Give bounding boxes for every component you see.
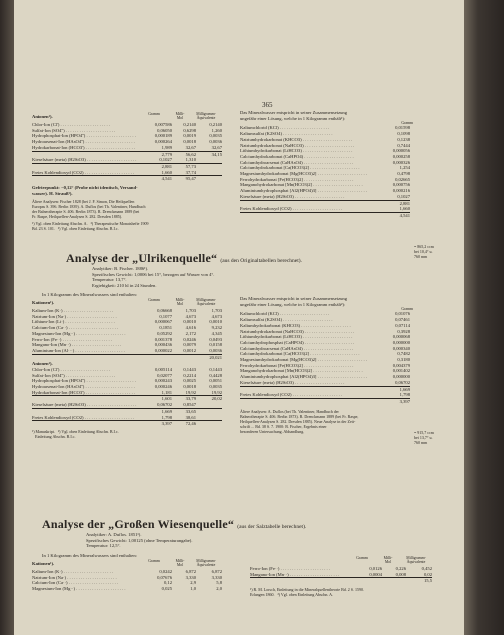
salt-unit: Gramm — [401, 121, 413, 126]
row-value: 72,46 — [185, 421, 196, 427]
row-value — [196, 415, 222, 421]
row-label: Calcium-Ion (Ca··) . . . . . . . . . . . . . . . . . . . . . . — [32, 325, 119, 331]
row-label: Kaliumchlorid (KCl) . . . . . . . . . . . . . . . . . . . . . . — [240, 311, 330, 317]
row-value: 0,000067 — [154, 319, 172, 325]
table-row — [250, 578, 432, 584]
table-row — [250, 572, 432, 579]
row-value: 0,06668 — [157, 308, 172, 313]
footnotes-top-left: ¹) Vgl. oben Einleitung Abschn. A. ²) Therapeutische Monatshefte 1909 Bd. 23 S. 101. ³) Vgl. oben Einleitung Abschn. B.I.c. — [32, 221, 149, 232]
row-value: 0,0493 — [209, 336, 222, 342]
ulrikenquelle-older-analyses: Ältere Analysen: A. Duflos (bei Th. Valentiner, Handbuch der Balneotherapie S. 406. Berlin 1873). R. Drenckmann 1889 (bei Fr. Raspe, Heilquellen-Analysen S. 282. Dresden 1885). Neue Analyse in der Zeit- schrift ... Bd. 38 S. 7. 1900: B. Fischer, Ergebnis einer besonderen Untersuchung. Abhandlung. — [240, 408, 359, 434]
ulrikenquelle-meta: Analytiker: B. Fischer. 1886¹). Spezifisches Gewicht: 1,0006 bei 15°, bezogen auf Wasser von 4°. Temperatur: 13,7°. Ergiebigkeit: 210 hl in 24 Stunden. — [92, 266, 215, 288]
row-value: 2,172 — [185, 330, 196, 336]
top-right-salt-table — [240, 110, 445, 259]
row-value: 0,008 — [395, 571, 406, 577]
row-value: 0,000243 — [154, 378, 172, 384]
table-row — [240, 213, 410, 219]
row-label: Freies Kohlendioxyd (CO2) . . . . . . . . . . . . . . . . . . . . . . — [240, 392, 343, 398]
col-mval: Milligramm- Äquivalente — [406, 556, 426, 565]
table-row — [32, 402, 222, 409]
co2-volume: = 915,7 ccm bei 13,7° u. 760 mm — [414, 430, 434, 445]
row-value: 0,3180 — [397, 357, 410, 363]
row-value: 0,000068 — [392, 334, 410, 340]
table-row — [240, 194, 410, 201]
salt-unit: Gramm — [401, 307, 413, 312]
older-analyses: Ältere Analysen: Fischer 1828 (bei J. F. Simon, Die Heilquellen Europas S. 396. Berlin 1839). A. Duflos (bei Th. Valentiner, Handbuch der Balneotherapie S. 406. Berlin 1873). R. Drenckmann 1889 (bei Fr. Raspe, Heilquellen-Analysen S. 282. Dresden 1885). — [32, 199, 146, 220]
col-millimol: Milli- Mol — [175, 559, 185, 568]
ulrikenquelle-kation-rows — [32, 308, 222, 360]
row-label: Sulfat-Ion (SO4'') . . . . . . . . . . . . . . . . . . . . . . — [32, 127, 116, 133]
row-label — [250, 578, 350, 584]
row-value — [140, 355, 172, 361]
row-value: 0,7482 — [397, 351, 410, 357]
row-value: 0,02665 — [395, 176, 410, 182]
ulrikenquelle-intro: In 1 Kilogramm des Mineralwassers sind enthalten: — [42, 292, 137, 297]
row-value: 0,0051 — [209, 378, 222, 384]
freezing-point: Gefrierpunkt: −0,12° (Probe nicht identisch, Versand- wasser). H. Strauß³). — [32, 185, 138, 196]
row-label: Sulfat-Ion (SO4'') . . . . . . . . . . . . . . . . . . . . . . — [32, 372, 116, 378]
row-value: 2,881 — [161, 163, 172, 169]
ulrikenquelle-ion-table — [32, 298, 222, 439]
row-label: Ferrohydrokarbonat [Fe(HCO3)2] . . . . . . . . . . . . . . . . . . . . . . — [240, 362, 354, 368]
row-label: Kieselsäure (meta) (H2SiO3) . . . . . . . . . . . . . . . . . . . . . . — [32, 157, 137, 163]
row-value — [382, 578, 406, 584]
row-value: 1,0 — [190, 586, 196, 592]
book-page — [14, 0, 464, 635]
row-value: 3,397 — [399, 398, 410, 404]
row-value: 5,8 — [216, 580, 222, 586]
row-value: 0,000000 — [392, 374, 410, 380]
row-value: 0,02077 — [157, 372, 172, 378]
wiesenquelle-right-rows — [250, 566, 432, 584]
row-value: 6,872 — [185, 569, 196, 574]
row-value: 1,310 — [185, 157, 196, 163]
row-value: 4,616 — [185, 325, 196, 331]
col-millimol: Milli- Mol — [175, 112, 185, 121]
co2-volume: = 865,2 ccm bei 10,4° u. 760 mm — [414, 244, 434, 259]
row-value: 1,254 — [399, 165, 410, 171]
row-label: Freies Kohlendioxyd (CO2) . . . . . . . . . . . . . . . . . . . . . . — [240, 206, 343, 212]
kation-title: Kationen¹). — [32, 561, 55, 566]
heading-ulrikenquelle-note: (aus den Originaltabellen berechnet). — [220, 258, 302, 264]
table-row — [240, 380, 410, 387]
wiesenquelle-right-table — [250, 556, 440, 597]
row-value: 0,8547 — [183, 402, 196, 408]
row-label — [32, 355, 140, 361]
row-label: Kalium-Ion (K·) . . . . . . . . . . . . . . . . . . . . . . — [32, 569, 114, 574]
row-value: 3,397 — [161, 421, 172, 427]
row-value: 4,673 — [211, 313, 222, 319]
page-number: 365 — [262, 101, 273, 109]
heading-wiesenquelle-text: Analyse der „Großen Wiesenquelle“ — [42, 517, 235, 531]
col-gramm: Gramm — [356, 556, 368, 560]
row-value: 0,06702 — [157, 402, 172, 408]
row-label: Magnesium-Ion (Mg··) . . . . . . . . . . . . . . . . . . . . . . — [32, 586, 126, 592]
row-label: Calciumhydroarsenat (CaHAsO4) . . . . . . . . . . . . . . . . . . . . . . — [240, 159, 354, 165]
row-value: 0,004379 — [392, 362, 410, 368]
row-value: 1,703 — [211, 308, 222, 313]
row-label: Mangano-Ion (Mn··) . . . . . . . . . . . . . . . . . . . . . . — [32, 342, 122, 348]
table-row — [32, 157, 222, 164]
row-value: 0,226 — [395, 566, 406, 571]
table-row — [32, 415, 222, 422]
wiesenquelle-meta: Analytiker: A. Duflos. 1851¹). Spezifisches Gewicht: 1,00125 (ohne Temperaturangabe). Temperatur: 12,5°. — [86, 532, 193, 549]
row-value: 0,000326 — [392, 159, 410, 165]
row-value: 37,74 — [185, 169, 196, 175]
row-value: 0,000056 — [392, 148, 410, 154]
row-value: 0,000340 — [392, 345, 410, 351]
row-value: 0,06702 — [395, 379, 410, 385]
heading-ulrikenquelle — [66, 251, 302, 266]
row-value: 20,02 — [211, 396, 222, 402]
row-value: 0,000756 — [392, 182, 410, 188]
row-value: 4,541 — [399, 212, 410, 218]
row-value: 15,5 — [423, 578, 432, 584]
row-value: 0,000258 — [392, 153, 410, 159]
top-left-rows — [32, 122, 222, 182]
row-label: Chlor-Ion (Cl') . . . . . . . . . . . . . . . . . . . . . . — [32, 122, 110, 127]
row-value: 0,07114 — [395, 322, 410, 328]
ulrikenquelle-salt-table — [240, 296, 445, 445]
col-mval: Milligramm- Äquivalente — [196, 559, 216, 568]
row-value: 0,005114 — [154, 366, 172, 372]
row-value: 0,0012 — [183, 347, 196, 353]
table-row — [32, 421, 222, 427]
row-label: Natriumhydrokarbonat (NaHCO3) . . . . . . . . . . . . . . . . . . . . . . — [240, 142, 355, 148]
col-gramm: Gramm — [148, 112, 160, 116]
row-label: Hydrophosphat-Ion (HPO4'') . . . . . . . . . . . . . . . . . . . . . . — [32, 133, 136, 139]
row-value: 0,02 — [423, 571, 432, 577]
row-label: Ferro-Ion (Fe··) . . . . . . . . . . . . . . . . . . . . . . — [250, 566, 330, 571]
col-gramm: Gramm — [148, 559, 160, 563]
row-value: 1,669 — [399, 386, 410, 392]
row-value: 2,779 — [161, 151, 172, 157]
row-value — [172, 355, 196, 361]
row-label: Natriumhydrokarbonat (KHCO3) . . . . . . . . . . . . . . . . . . . . . . — [240, 136, 353, 142]
table-row — [32, 355, 222, 361]
row-value: 0,1027 — [159, 157, 172, 163]
col-mval: Milligramm- Äquivalente — [196, 298, 216, 307]
table-row — [32, 390, 222, 397]
wiesenquelle-intro: In 1 Kilogramm des Mineralwassers sind enthalten: — [42, 553, 137, 558]
row-value: 0,0004 — [369, 571, 382, 577]
row-label: Hydroarsenat-Ion (HAsO4'') . . . . . . . . . . . . . . . . . . . . . . — [32, 384, 135, 390]
row-value: 0,000000 — [392, 339, 410, 345]
top-left-anion-table — [32, 112, 222, 231]
row-label: Calciumhydrophosphat (CaHPO4) . . . . . . . . . . . . . . . . . . . . . . — [240, 339, 355, 345]
row-label: Hydrokarbonat-Ion (HCO3') . . . . . . . . . . . . . . . . . . . . . . — [32, 389, 136, 395]
row-value: 0,000022 — [154, 347, 172, 353]
row-label: Hydrophosphat-Ion (HPO4'') . . . . . . . . . . . . . . . . . . . . . . — [32, 378, 136, 384]
row-value: 0,01076 — [395, 311, 410, 317]
row-value: 0,7444 — [397, 142, 410, 148]
ulrikenquelle-salt-rows — [240, 311, 410, 404]
row-value: 3,330 — [185, 574, 196, 580]
row-label: Lithium-Ion (Li·) . . . . . . . . . . . . . . . . . . . . . . — [32, 319, 115, 325]
row-value: 1,660 — [399, 206, 410, 212]
row-label: Natrium-Ion (Na·) . . . . . . . . . . . . . . . . . . . . . . — [32, 313, 117, 319]
row-label: Ferro-Ion (Fe··) . . . . . . . . . . . . . . . . . . . . . . — [32, 336, 112, 342]
row-value: 0,6298 — [183, 127, 196, 133]
row-value: 95,47 — [185, 176, 196, 182]
row-value: 0,3928 — [397, 328, 410, 334]
col-millimol: Milli- Mol — [383, 556, 393, 565]
row-value: 0,0079 — [183, 342, 196, 348]
kation-title: Kationen¹). — [32, 300, 55, 305]
row-label: Mangano-Ion (Mn··) . . . . . . . . . . . . . . . . . . . . . . — [250, 571, 340, 577]
row-label: Natrium-Ion (Na·) . . . . . . . . . . . . . . . . . . . . . . — [32, 574, 117, 580]
row-label: Calciumhydroarsenat (CaHAsO4) . . . . . . . . . . . . . . . . . . . . . . — [240, 345, 354, 351]
row-value: 0,0246 — [183, 336, 196, 342]
row-value — [196, 421, 222, 427]
row-value: 0,06050 — [157, 127, 172, 133]
row-label: Lithiumhydrokarbonat (LiHCO3) . . . . . . . . . . . . . . . . . . . . . . — [240, 148, 353, 154]
col-gramm: Gramm — [148, 298, 160, 302]
row-value — [196, 176, 222, 182]
row-label: Manganohydrokarbonat [Mn(HCO3)2] . . . . . . . . . . . . . . . . . . . . . . — [240, 182, 363, 188]
row-value: 0,0035 — [209, 133, 222, 139]
row-value: 2,881 — [399, 200, 410, 206]
row-label: Magnesium-Ion (Mg··) . . . . . . . . . . . . . . . . . . . . . . — [32, 330, 126, 336]
row-label: Calciumhydrokarbonat (CaHPO4) . . . . . . . . . . . . . . . . . . . . . . — [240, 153, 354, 159]
row-value: 0,0018 — [183, 139, 196, 145]
row-label: Kieselsäure (meta) (H2SiO3) . . . . . . . . . . . . . . . . . . . . . . — [32, 402, 137, 408]
row-value — [196, 170, 222, 176]
row-value — [350, 578, 382, 584]
row-value: 0,1027 — [397, 193, 410, 199]
row-label: Natriumhydrokarbonat (NaHCO3) . . . . . . . . . . . . . . . . . . . . . . — [240, 328, 355, 334]
row-label: Aluminium-Ion (Al···) . . . . . . . . . . . . . . . . . . . . . . — [32, 347, 125, 353]
row-value: 0,0025 — [183, 378, 196, 384]
row-label — [32, 176, 140, 182]
row-value: 1,989 — [161, 144, 172, 150]
row-label: Freies Kohlendioxyd (CO2) . . . . . . . . . . . . . . . . . . . . . . — [32, 414, 135, 420]
col-millimol: Milli- Mol — [175, 298, 185, 307]
row-value: 0,0019 — [183, 133, 196, 139]
row-value: 0,025 — [161, 586, 172, 592]
ulrikenquelle-anion-rows — [32, 367, 222, 427]
row-value: 0,0010 — [209, 319, 222, 325]
table-row — [240, 206, 410, 213]
row-value: 9,232 — [211, 325, 222, 331]
row-value: 0,0036 — [209, 139, 222, 145]
row-value: 0,007586 — [154, 122, 172, 127]
row-value: 56,62 — [185, 151, 196, 157]
table-row — [32, 586, 222, 592]
row-value: 0,000436 — [154, 342, 172, 348]
row-value — [196, 157, 222, 163]
row-label: Hydrokarbonat-Ion (HCO3') . . . . . . . . . . . . . . . . . . . . . . — [32, 144, 136, 150]
row-value: 0,0010 — [183, 319, 196, 325]
row-label: Hydroarsenat-Ion (HAsO4'') . . . . . . . . . . . . . . . . . . . . . . — [32, 139, 135, 145]
row-value: 4,673 — [185, 313, 196, 319]
row-value: 2,9 — [190, 580, 196, 586]
row-value: 0,000246 — [154, 384, 172, 390]
table-row — [32, 145, 222, 152]
row-value: 0,0126 — [369, 566, 382, 571]
row-label: Kaliumchlorid (KCl) . . . . . . . . . . . . . . . . . . . . . . — [240, 125, 330, 131]
row-value: 0,1851 — [159, 325, 172, 331]
wiesenquelle-kation-rows — [32, 569, 222, 592]
row-value: 34,15 — [211, 151, 222, 157]
row-value: 0,001402 — [392, 368, 410, 374]
row-value: 0,452 — [421, 566, 432, 571]
row-value: 1,601 — [161, 396, 172, 402]
row-value: 32,67 — [185, 144, 196, 150]
row-value: 0,000264 — [154, 139, 172, 145]
row-value: 2,0 — [216, 586, 222, 592]
row-value: 19,92 — [185, 389, 196, 395]
row-value: 1,703 — [185, 308, 196, 313]
row-label: Lithiumhydrokarbonat (LiHCO3) . . . . . . . . . . . . . . . . . . . . . . — [240, 334, 353, 340]
row-value: 0,07461 — [395, 317, 410, 323]
row-value: 1,798 — [161, 414, 172, 420]
salt-intro: Das Mineralwasser entspricht in seiner Zusammensetzung ungefähr einer Lösung, welche in 1 Kilogramm enthält²): — [240, 296, 348, 307]
anion-title: Anionen¹). — [32, 361, 53, 367]
table-row — [32, 170, 222, 177]
row-label: Calcium-Ion (Ca··) . . . . . . . . . . . . . . . . . . . . . . — [32, 580, 119, 586]
row-value: 0,1077 — [159, 313, 172, 319]
salt-intro: Das Mineralwasser entspricht in seiner Zusammensetzung ungefähr einer Lösung, welche in 1 Kilogramm enthält¹): — [240, 110, 348, 121]
book-gutter — [464, 0, 504, 635]
row-label: Magnesiumhydrokarbonat [Mg(HCO3)2] . . . . . . . . . . . . . . . . . . . . . . — [240, 171, 367, 177]
binding-shadow-left — [0, 0, 14, 635]
table-row — [240, 392, 410, 399]
row-label: Calciumhydrokarbonat [Ca(HCO3)2] . . . . . . . . . . . . . . . . . . . . . . — [240, 165, 360, 171]
row-value: 0,1238 — [397, 136, 410, 142]
ulrikenquelle-footnote: ¹) Manuskript. ²) Vgl. oben Einleitung Abschn. B.I.c. Einleitung Abschn. B.I.c. — [32, 428, 119, 439]
row-value: 0,0158 — [209, 342, 222, 348]
row-value: 0,2140 — [209, 122, 222, 127]
anion-title: Anionen¹). — [32, 114, 53, 119]
heading-ulrikenquelle-text: Analyse der „Ulrikenquelle“ — [66, 251, 218, 265]
row-label: Ferrohydrokarbonat [Fe(HCO3)2] . . . . . . . . . . . . . . . . . . . . . . — [240, 176, 354, 182]
top-right-rows — [240, 125, 410, 218]
row-value: 33,79 — [185, 396, 196, 402]
row-value: 32,67 — [211, 144, 222, 150]
row-label — [240, 399, 378, 405]
row-value: 0,0018 — [183, 384, 196, 390]
row-label: Chlor-Ion (Cl') . . . . . . . . . . . . . . . . . . . . . . — [32, 366, 110, 372]
heading-wiesenquelle — [42, 517, 306, 532]
row-value: 4,541 — [161, 176, 172, 182]
row-value: 0,05292 — [157, 330, 172, 336]
row-value: 20,021 — [209, 354, 222, 360]
row-label: Calciumhydrokarbonat [Ca(HCO3)2] . . . . . . . . . . . . . . . . . . . . . . — [240, 351, 360, 357]
row-label: Aluminiumhydrophosphat [Al2(HPO4)3] . . . . . . . . . . . . . . . . . . . . . . — [240, 188, 367, 194]
row-label: Kieselsäure (meta) (H2SiO3) . . . . . . . . . . . . . . . . . . . . . . — [240, 379, 345, 385]
row-value: 0,2214 — [183, 372, 196, 378]
row-label: Aluminiumhydrophosphat [Al2(HPO4)3] . . . . . . . . . . . . . . . . . . . . . . — [240, 374, 367, 380]
row-value: 0,000216 — [392, 188, 410, 194]
row-value: 0,07676 — [157, 574, 172, 580]
col-mval: Milligramm- Äquivalente — [196, 112, 216, 121]
row-value: 0,1098 — [397, 131, 410, 137]
row-label: Freies Kohlendioxyd (CO2) . . . . . . . . . . . . . . . . . . . . . . — [32, 169, 135, 175]
row-value: 0,0242 — [159, 569, 172, 574]
row-value: 0,000189 — [154, 133, 172, 139]
row-value: 1,260 — [211, 127, 222, 133]
row-value: 0,01598 — [395, 125, 410, 131]
table-row — [32, 176, 222, 182]
row-value: 57,73 — [185, 163, 196, 169]
row-value: 4,345 — [211, 330, 222, 336]
row-value: 1,660 — [161, 169, 172, 175]
row-label: Kaliumsulfat (K2SO4) . . . . . . . . . . . . . . . . . . . . . . — [240, 317, 333, 323]
row-label: Kaliumhydrokarbonat (KHCO3) . . . . . . . . . . . . . . . . . . . . . . — [240, 322, 351, 328]
row-value: 0,4798 — [397, 171, 410, 177]
table-row — [240, 399, 410, 405]
row-label: Kaliumsulfat (K2SO4) . . . . . . . . . . . . . . . . . . . . . . — [240, 131, 333, 137]
row-value: 19,92 — [211, 389, 222, 395]
row-value: 1,181 — [161, 389, 172, 395]
row-label — [32, 421, 140, 427]
row-label: Magnesiumhydrokarbonat [Mg(HCO3)2] . . . . . . . . . . . . . . . . . . . . . . — [240, 357, 367, 363]
row-value: 0,001378 — [154, 336, 172, 342]
row-value: 0,4428 — [209, 372, 222, 378]
row-label: Manganohydrokarbonat [Mn(HCO3)2] . . . . . . . . . . . . . . . . . . . . . . — [240, 368, 363, 374]
row-value — [196, 402, 222, 408]
table-row — [32, 348, 222, 355]
row-label: Kalium-Ion (K·) . . . . . . . . . . . . . . . . . . . . . . — [32, 308, 114, 313]
heading-wiesenquelle-note: (aus der Salztabelle berechnet). — [237, 524, 307, 530]
row-value: 1,798 — [399, 392, 410, 398]
row-value: 0,12 — [163, 580, 172, 586]
row-value: 38,61 — [185, 414, 196, 420]
row-value: 1,669 — [161, 408, 172, 414]
row-label: Kieselsäure (meta) (H2SiO3) . . . . . . . . . . . . . . . . . . . . . . — [240, 193, 345, 199]
row-value: 0,1443 — [209, 366, 222, 372]
row-value: 0,0036 — [209, 347, 222, 353]
row-value: 0,0035 — [209, 384, 222, 390]
wiesenquelle-kation-table — [32, 559, 222, 592]
row-value: 0,2140 — [183, 122, 196, 127]
row-label — [240, 213, 378, 219]
row-value: 0,1443 — [183, 366, 196, 372]
wiesenquelle-footnote: ¹) R. M. Lorsch, Einleitung in die Mineralquellentheorie Bd. 2 S. 1590. Erlangen 1860. ²) Vgl. oben Einleitung Abschn. A. — [250, 587, 364, 598]
row-value: 6,872 — [211, 569, 222, 574]
row-value: 33,65 — [185, 408, 196, 414]
row-value: 3,330 — [211, 574, 222, 580]
